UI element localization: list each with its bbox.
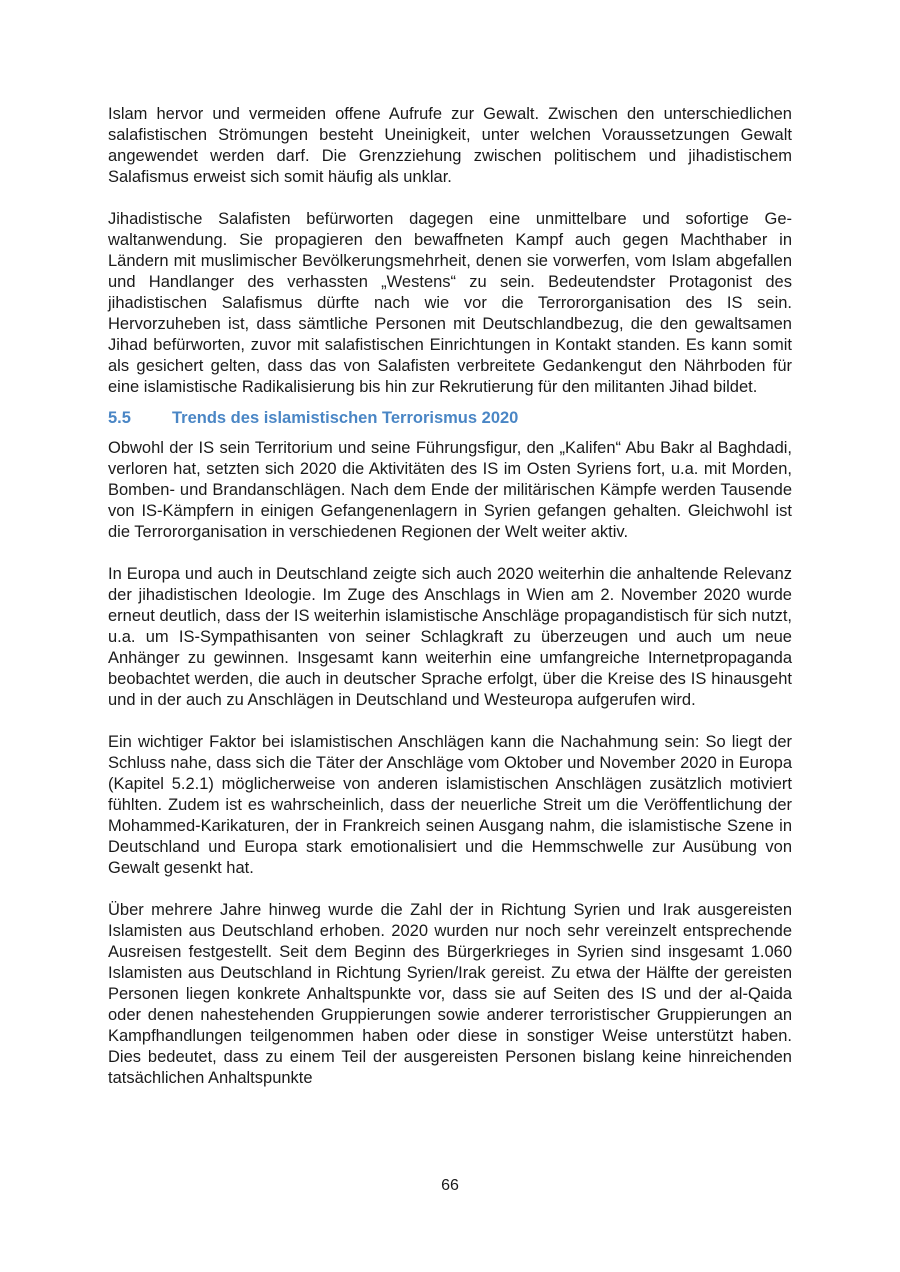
paragraph: In Europa und auch in Deutschland zeigte sich auch 2020 weiterhin die anhaltende Relevanz der jihadistischen Ideologie. Im Zuge des Anschlags in Wien am 2. November 2020 wurde erneut deutlich, dass der IS weiterhin islamistische Anschläge propagandistisch für sich nutzt, u.a. um IS-Sympathisanten von seiner Schlagkraft zu überzeugen und auch um neue Anhänger zu gewinnen. Insgesamt kann weiterhin eine umfangreiche Internetpropaganda beobachtet werden, die auch in deutscher Sprache erfolgt, über die Kreise des IS hinausgeht und in der auch zu Anschlägen in Deutschland und Westeuropa aufgerufen wird. xyxy=(108,565,792,709)
paragraph: Islam hervor und vermeiden offene Aufrufe zur Gewalt. Zwischen den unterschiedlichen salafistischen Strömungen besteht Uneinigkeit, unter welchen Voraussetzungen Gewalt angewendet werden darf. Die Grenzziehung zwischen politischem und jihadistischem Salafismus erweist sich somit häufig als unklar. xyxy=(108,105,792,186)
section-number: 5.5 xyxy=(108,408,131,427)
paragraph: Jihadistische Salafisten befürworten dagegen eine unmittelbare und sofortige Gewaltanwendung. Sie propagieren den bewaffneten Kampf auch gegen Machthaber in Ländern mit muslimischer Bevölkerungsmehrheit, denen sie vorwerfen, vom Islam abgefallen und Handlanger des verhassten „Westens“ zu sein. Bedeutendster Protagonist des jihadistischen Salafismus dürfte nach wie vor die Terrororganisation des IS sein. Hervorzuheben ist, dass sämtliche Personen mit Deutschlandbezug, die den gewaltsamen Jihad befürworten, zuvor mit salafistischen Einrichtungen in Kontakt standen. Es kann somit als gesichert gelten, dass das von Salafisten verbreitete Gedankengut den Nährboden für eine islamistische Radikalisierung bis hin zur Rekrutierung für den militanten Jihad bildet. xyxy=(108,210,792,396)
paragraph: Ein wichtiger Faktor bei islamistischen Anschlägen kann die Nachahmung sein: So liegt der Schluss nahe, dass sich die Täter der Anschläge vom Oktober und November 2020 in Europa (Kapitel 5.2.1) möglicherweise von anderen islamistischen Anschlägen zusätzlich motiviert fühlten. Zudem ist es wahrscheinlich, dass der neuerliche Streit um die Veröffentlichung der Mohammed-Karikaturen, der in Frankreich seinen Ausgang nahm, die islamistische Szene in Deutschland und Europa stark emotionalisiert und die Hemmschwelle zur Ausübung von Gewalt gesenkt hat. xyxy=(108,733,792,877)
section-title: Trends des islamistischen Terrorismus 2020 xyxy=(172,408,519,427)
document-body xyxy=(108,104,792,1089)
section-heading xyxy=(108,398,792,438)
paragraph: Obwohl der IS sein Territorium und seine Führungsfigur, den „Kalifen“ Abu Bakr al Baghdadi, verloren hat, setzten sich 2020 die Aktivitäten des IS im Osten Syriens fort, u.a. mit Morden, Bomben- und Brandanschlägen. Nach dem Ende der militärischen Kämpfe werden Tausende von IS-Kämpfern in einigen Gefangenenlagern in Syrien gefangen gehalten. Gleichwohl ist die Terrororganisation in verschiedenen Regionen der Welt weiter aktiv. xyxy=(108,439,792,541)
page-number: 66 xyxy=(441,1177,459,1194)
paragraph: Über mehrere Jahre hinweg wurde die Zahl der in Richtung Syrien und Irak ausgereisten Islamisten aus Deutschland erhoben. 2020 wurden nur noch sehr vereinzelt entsprechende Ausreisen festgestellt. Seit dem Beginn des Bürgerkrieges in Syrien sind insgesamt 1.060 Islamisten aus Deutschland in Richtung Syrien/Irak gereist. Zu etwa der Hälfte der gereisten Personen liegen konkrete Anhaltspunkte vor, dass sie auf Seiten des IS und der al-Qaida oder denen nahestehenden Gruppierungen sowie anderer terroristischer Gruppierungen an Kampfhandlungen teilgenommen haben oder diese in sonstiger Weise unterstützt haben. Dies bedeutet, dass zu einem Teil der ausgereisten Personen bislang keine hinreichenden tatsächlichen Anhaltspunkte xyxy=(108,901,792,1087)
